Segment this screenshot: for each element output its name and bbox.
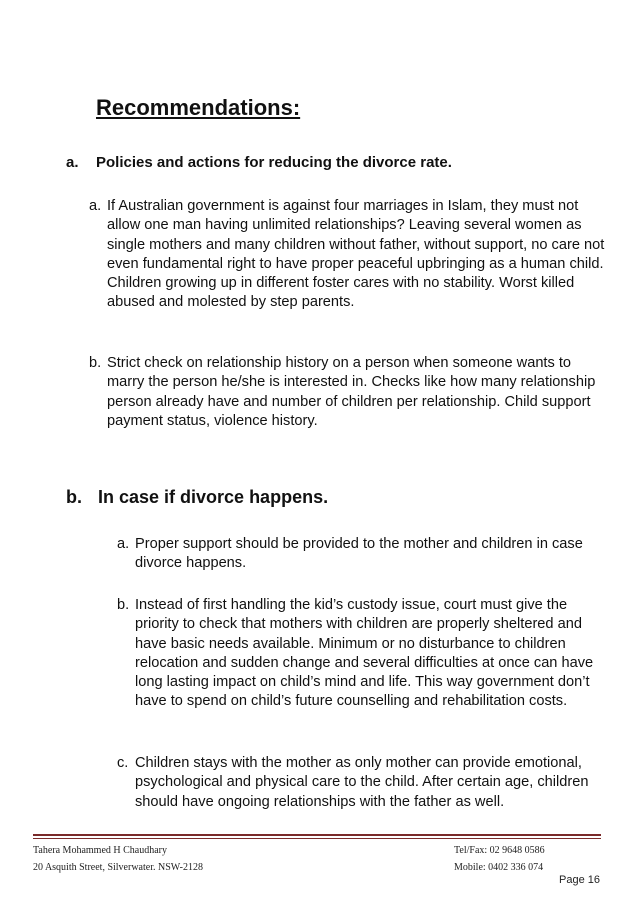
footer-divider (33, 834, 601, 836)
list-item (117, 535, 587, 574)
list-item-text: Children stays with the mother as only mother can provide emotional, psychological and physical care to the child. After certain age, children should have ongoing relationships with the father as well. (135, 755, 589, 810)
footer-telephone: Tel/Fax: 02 9648 0586 (454, 845, 545, 856)
section-b-title: In case if divorce happens. (98, 487, 329, 507)
page-title: Recommendations: (96, 95, 301, 120)
section-a-label: a. (66, 154, 79, 171)
footer-mobile: Mobile: 0402 336 074 (454, 862, 544, 873)
list-item (89, 354, 609, 431)
list-item-text: Strict check on relationship history on a person when someone wants to marry the person he/she is interested in. Checks like how many relationship person already have and number of children per relationship. Child support payment status, violence history. (107, 355, 596, 429)
section-b-label: b. (66, 487, 82, 507)
list-item (117, 596, 597, 712)
list-item-text: Proper support should be provided to the mother and children in case divorce happens. (135, 536, 583, 572)
list-item (89, 197, 609, 313)
footer-divider-thin (33, 838, 601, 839)
list-item (117, 754, 607, 812)
footer-address: 20 Asquith Street, Silverwater. NSW-2128 (33, 862, 203, 873)
list-item-marker: b. (117, 597, 130, 613)
list-item-marker: a. (89, 198, 102, 214)
list-item-text: Instead of first handling the kid’s custody issue, court must give the priority to check that mothers with children are properly sheltered and have basic needs available. Minimum or no disturbance to children relocation and sudden change and several difficulties at once can have long lasting impact on child’s mind and life. This way government don’t have to spend on child’s future counselling and rehabilitation costs. (135, 597, 594, 710)
page-number: Page 16 (559, 874, 600, 886)
list-item-text: If Australian government is against four marriages in Islam, they must not allow one man having unlimited relationships? Leaving several women as single mothers and many children without father, without support, no care not even fundamental right to have proper peaceful upbringing as a human child. Children growing up in different foster cares with no stability. Worst killed abused and molested by step parents. (107, 198, 605, 311)
list-item-marker: b. (89, 355, 102, 371)
list-item-marker: a. (117, 536, 130, 552)
section-a-title: Policies and actions for reducing the divorce rate. (96, 154, 452, 171)
footer-author-name: Tahera Mohammed H Chaudhary (33, 845, 167, 856)
section-a-heading (66, 154, 452, 171)
list-item-marker: c. (117, 755, 129, 771)
section-b-heading (66, 487, 328, 508)
